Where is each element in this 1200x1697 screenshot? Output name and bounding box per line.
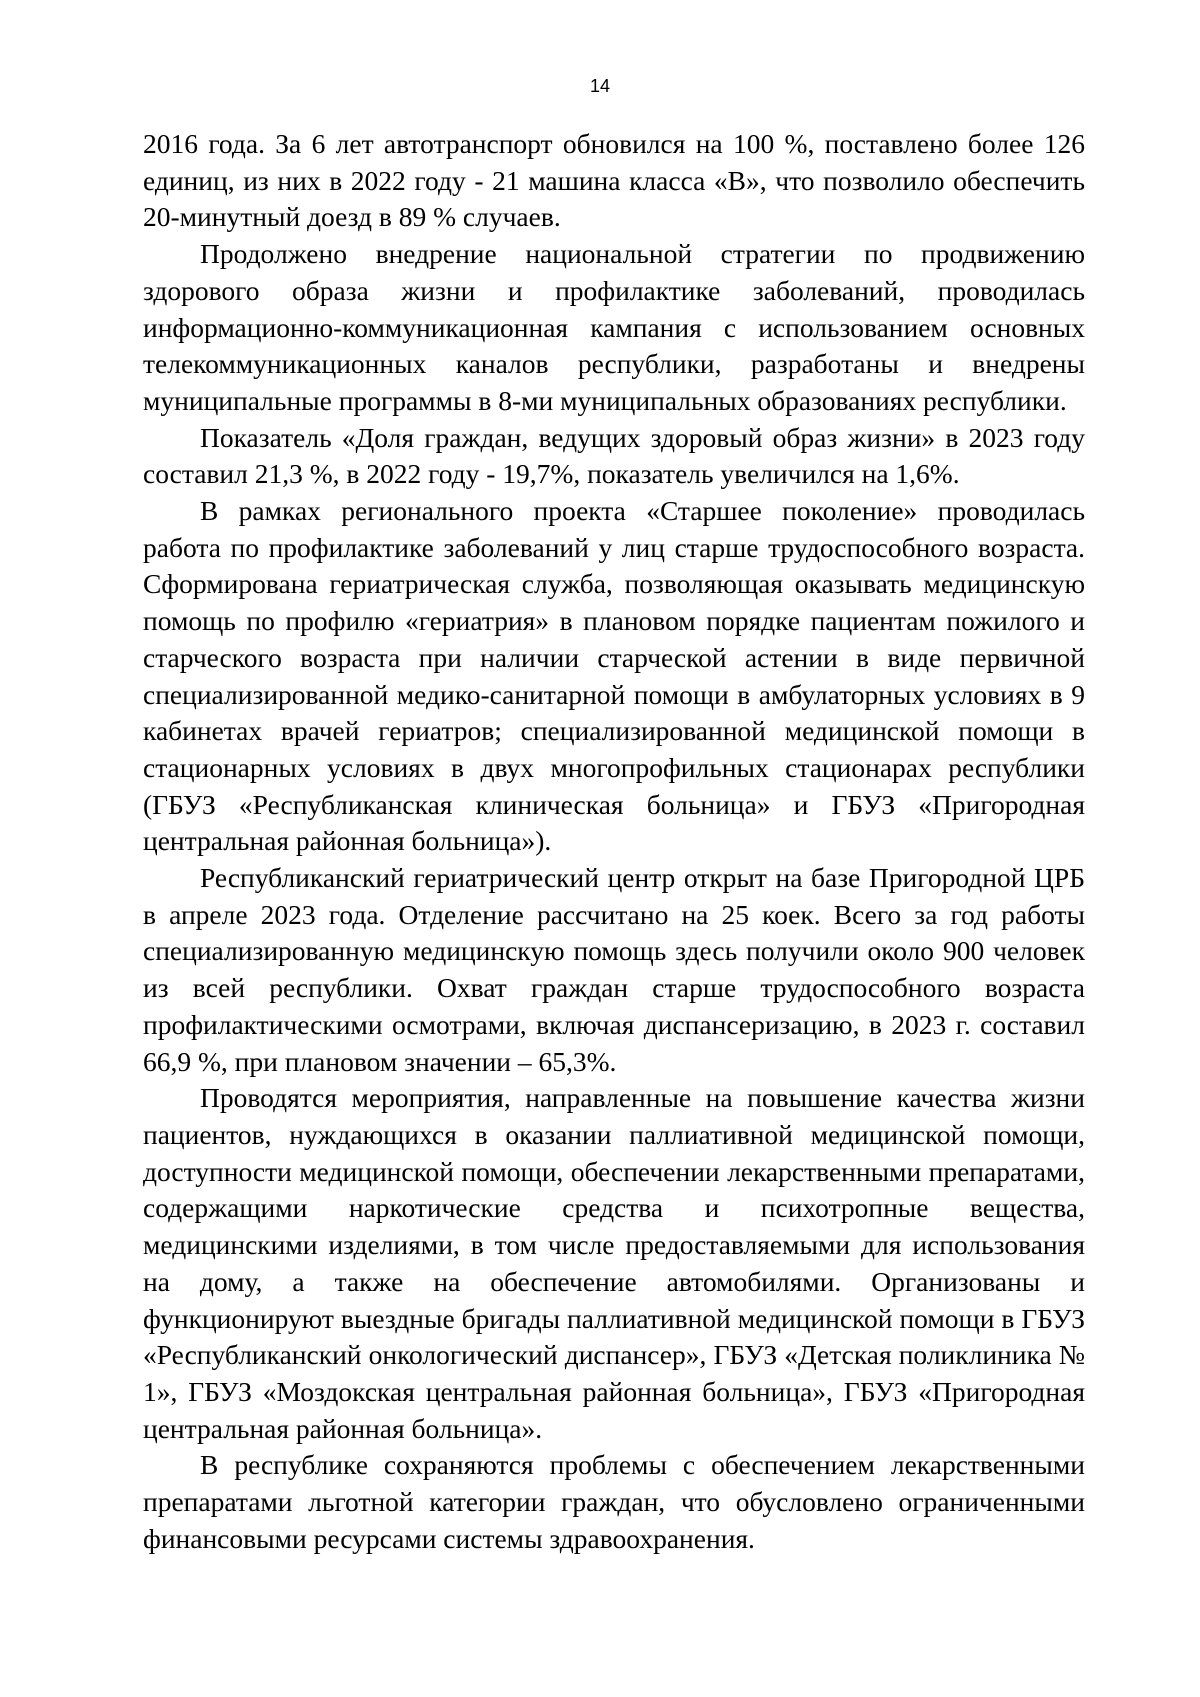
paragraph: В республике сохраняются проблемы с обеспечением лекарственными препаратами льготной категории граждан, что обусловлено ограниченными финансовыми ресурсами системы здравоохранения.	[143, 1449, 1085, 1554]
paragraph: Продолжено внедрение национальной стратегии по продвижению здорового образа жизни и профилактике заболеваний, проводилась информационно-коммуникационная кампания с использованием основных телекоммуникационных каналов республики, разработаны и внедрены муниципальные программы в 8-ми муниципальных образованиях республики.	[143, 238, 1085, 416]
paragraph: Проводятся мероприятия, направленные на повышение качества жизни пациентов, нуждающихся в оказании паллиативной медицинской помощи, доступности медицинской помощи, обеспечении лекарственными препаратами, содержащими наркотические средства и психотропные вещества, медицинскими изделиями, в том числе предоставляемыми для использования на дому, а также на обеспечение автомобилями. Организованы и функционируют выездные бригады паллиативной медицинской помощи в ГБУЗ «Республиканский онкологический диспансер», ГБУЗ «Детская поликлиника № 1», ГБУЗ «Моздокская центральная районная больница», ГБУЗ «Пригородная центральная районная больница».	[143, 1082, 1085, 1444]
page-number: 14	[589, 76, 611, 96]
paragraph: В рамках регионального проекта «Старшее поколение» проводилась работа по профилактике заболеваний у лиц старше трудоспособного возраста. Сформирована гериатрическая служба, позволяющая оказывать медицинскую помощь по профилю «гериатрия» в плановом порядке пациентам пожилого и старческого возраста при наличии старческой астении в виде первичной специализированной медико-санитарной помощи в амбулаторных условиях в 9 кабинетах врачей гериатров; специализированной медицинской помощи в стационарных условиях в двух многопрофильных стационарах республики (ГБУЗ «Республиканская клиническая больница» и ГБУЗ «Пригородная центральная районная больница»).	[143, 495, 1085, 857]
paragraph: 2016 года. За 6 лет автотранспорт обновился на 100 %, поставлено более 126 единиц, из них в 2022 году - 21 машина класса «В», что позволило обеспечить 20-минутный доезд в 89 % случаев.	[143, 128, 1085, 233]
document-body	[143, 126, 1085, 1557]
paragraph: Показатель «Доля граждан, ведущих здоровый образ жизни» в 2023 году составил 21,3 %, в 2022 году - 19,7%, показатель увеличился на 1,6%.	[143, 421, 1085, 490]
paragraph: Республиканский гериатрический центр открыт на базе Пригородной ЦРБ в апреле 2023 года. Отделение рассчитано на 25 коек. Всего за год работы специализированную медицинскую помощь здесь получили около 900 человек из всей республики. Охват граждан старше трудоспособного возраста профилактическими осмотрами, включая диспансеризацию, в 2023 г. составил 66,9 %, при плановом значении – 65,3%.	[143, 862, 1085, 1077]
